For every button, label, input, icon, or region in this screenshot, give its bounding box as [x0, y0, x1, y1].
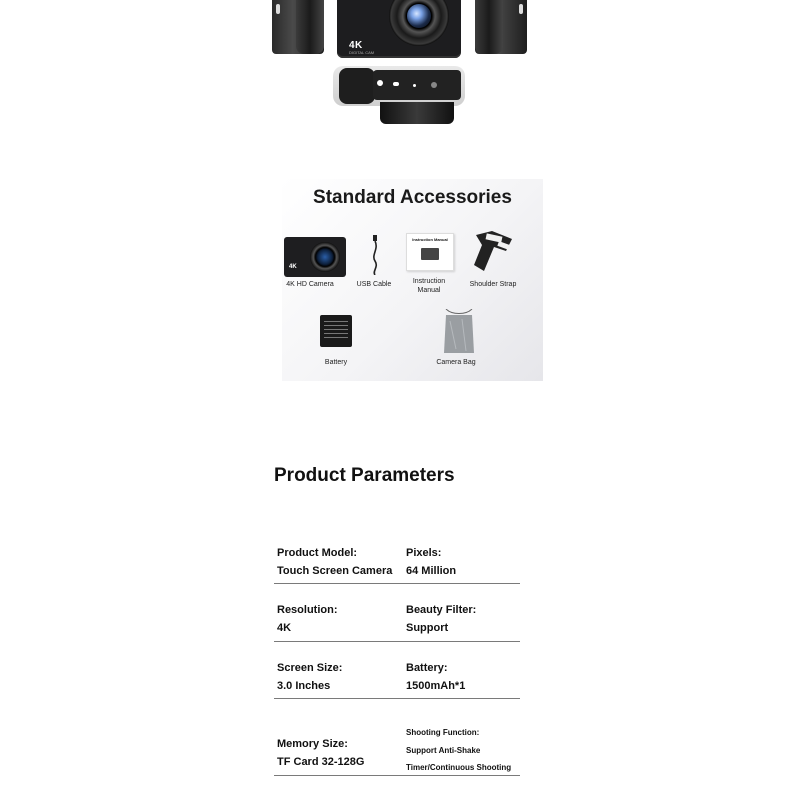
- parameters-title: Product Parameters: [274, 465, 455, 486]
- param-label: Beauty Filter:: [406, 604, 477, 616]
- camera-bag-icon: [442, 309, 476, 355]
- accessory-label-shoulder-strap: Shoulder Strap: [469, 281, 517, 288]
- row-divider: [274, 583, 520, 584]
- row-divider: [274, 775, 520, 776]
- param-pixels: [406, 544, 456, 580]
- param-value: Support: [406, 622, 449, 634]
- camera-badge: 4K: [349, 40, 363, 51]
- param-label: Product Model:: [277, 547, 358, 559]
- param-label: Battery:: [406, 662, 448, 674]
- param-value: Support Anti-Shake: [406, 745, 481, 755]
- param-value-2: Timer/Continuous Shooting: [406, 763, 512, 772]
- param-battery: [406, 659, 465, 695]
- param-screen-size: [277, 659, 342, 695]
- param-value: TF Card 32-128G: [277, 756, 365, 768]
- shoulder-strap-icon: [472, 231, 516, 273]
- param-shooting-function: [406, 724, 511, 777]
- param-value: 1500mAh*1: [406, 680, 466, 692]
- accessory-label-battery: Battery: [324, 359, 348, 366]
- param-label: Screen Size:: [277, 662, 343, 674]
- camera-top-lens: [380, 102, 454, 124]
- camera-thumbnail-badge: 4K: [289, 264, 297, 270]
- param-product-model: [277, 544, 392, 580]
- accessory-label-camera: 4K HD Camera: [286, 281, 334, 288]
- camera-top-view: [333, 66, 465, 106]
- param-value: 4K: [277, 622, 292, 634]
- param-beauty-filter: [406, 601, 476, 637]
- row-divider: [274, 698, 520, 699]
- param-memory-size: [277, 735, 364, 771]
- usb-cable-icon: [370, 235, 380, 275]
- accessory-label-camera-bag: Camera Bag: [436, 359, 476, 366]
- camera-front-view: [337, 0, 461, 58]
- accessories-panel: [282, 179, 543, 381]
- camera-side-view-right: [475, 0, 527, 54]
- manual-thumb-title: Instruction Manual: [412, 237, 448, 242]
- param-label: Resolution:: [277, 604, 338, 616]
- param-resolution: [277, 601, 338, 637]
- camera-thumbnail: [284, 237, 346, 277]
- param-value: 64 Million: [406, 565, 457, 577]
- param-label: Shooting Function:: [406, 728, 480, 737]
- accessories-title: Standard Accessories: [313, 187, 512, 208]
- instruction-manual-icon: [406, 233, 454, 271]
- camera-subtext: DIGITAL CAM: [349, 50, 375, 55]
- battery-icon: [320, 315, 352, 347]
- accessory-label-instruction-manual: Instruction Manual: [412, 278, 446, 294]
- param-label: Pixels:: [406, 547, 442, 559]
- camera-side-view-left: [272, 0, 324, 54]
- param-value: Touch Screen Camera: [277, 565, 393, 577]
- param-value: 3.0 Inches: [277, 680, 331, 692]
- row-divider: [274, 641, 520, 642]
- accessory-label-usb-cable: USB Cable: [356, 281, 392, 288]
- param-label: Memory Size:: [277, 738, 348, 750]
